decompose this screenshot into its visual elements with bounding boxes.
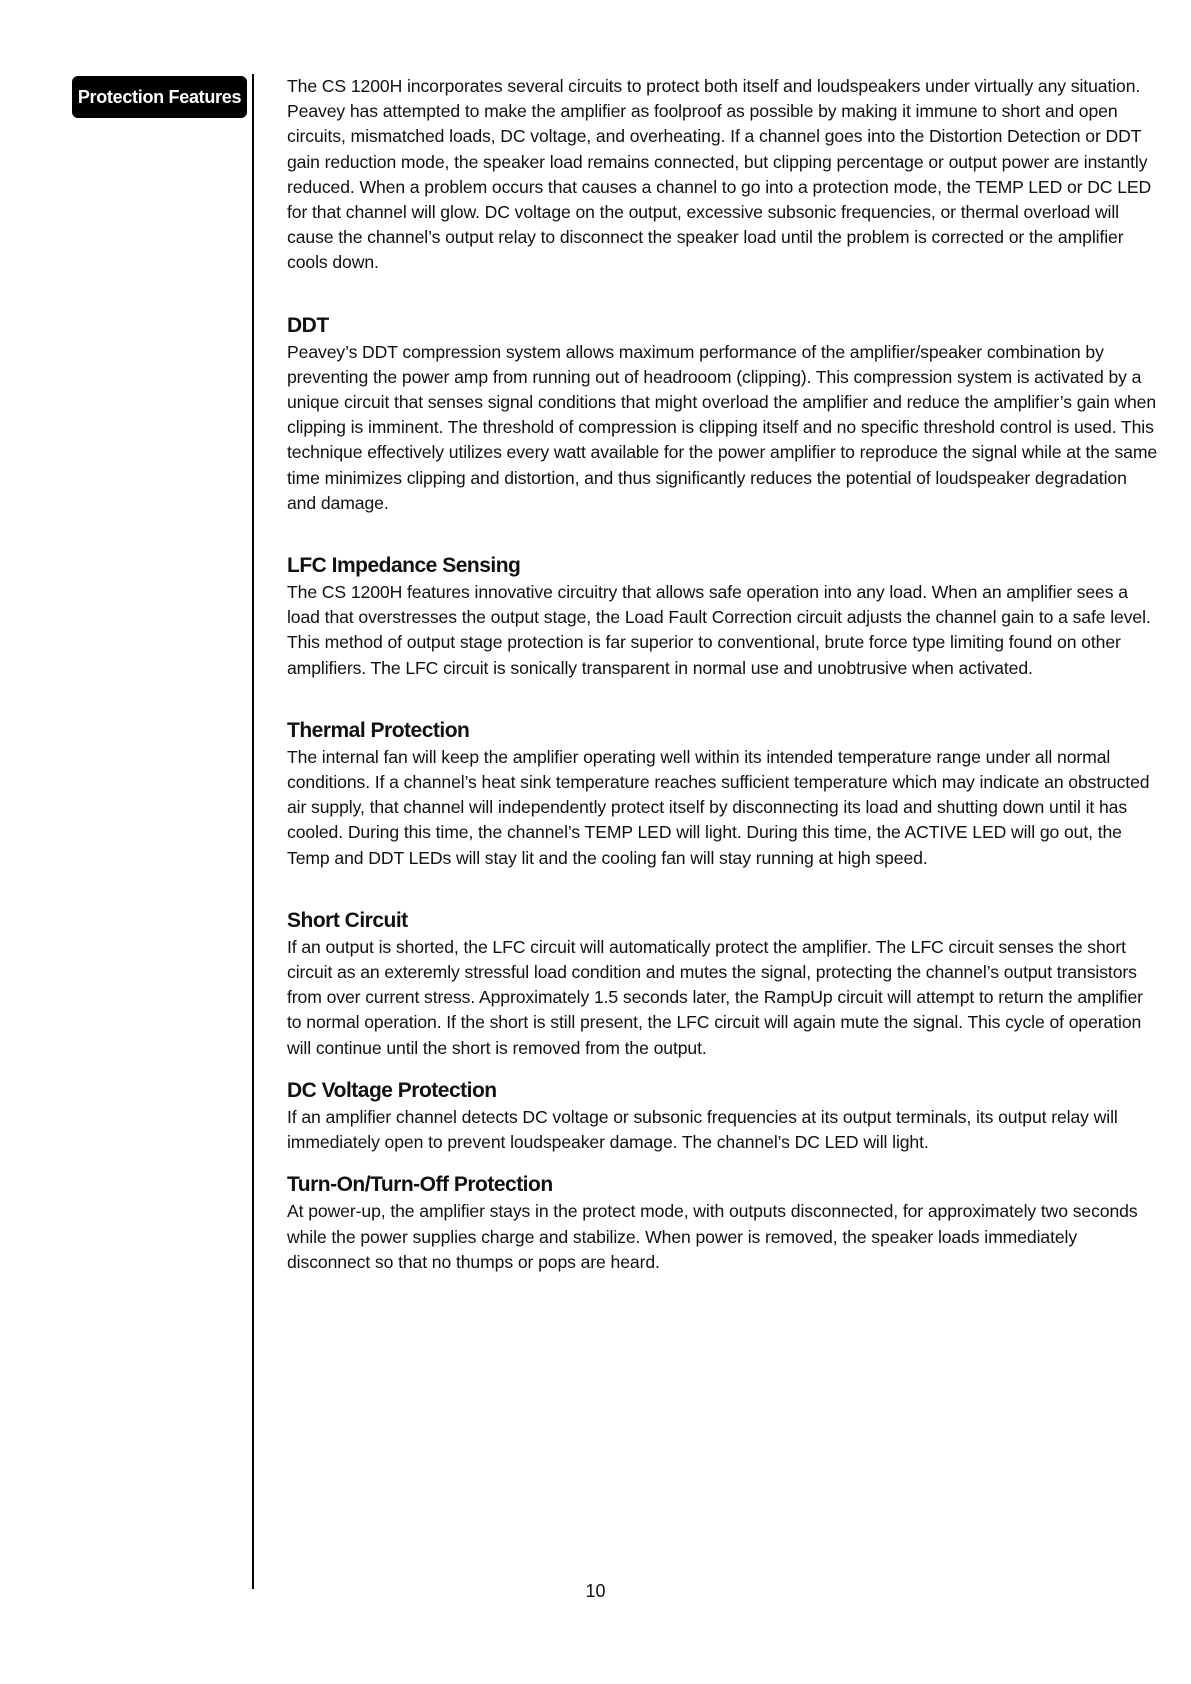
section-heading: LFC Impedance Sensing bbox=[287, 554, 521, 578]
section-heading: Thermal Protection bbox=[287, 718, 470, 742]
section-body: Peavey’s DDT compression system allows maximum performance of the amplifier/speaker combination by preventing the power amp from running out of headrooom (clipping). This compression system is activated by a unique circuit that senses signal conditions that might overload the amplifier and reduce the amplifier’s gain when clipping is imminent. The threshold of compression is clipping itself and no specific threshold control is used. This technique effectively utilizes every watt available for the power amplifier to reproduce the signal while at the same time minimizes clipping and distortion, and thus significantly reduces the potential of loudspeaker degradation and damage. bbox=[287, 341, 1158, 513]
section-body: If an output is shorted, the LFC circuit will automatically protect the amplifier. The LFC circuit senses the short circuit as an exteremly stressful load condition and mutes the signal, protecting the channel’s output transistors from over current stress. Approximately 1.5 seconds later, the RampUp circuit will attempt to return the amplifier to normal operation. If the short is still present, the LFC circuit will again mute the signal. This cycle of operation will continue until the short is removed from the output. bbox=[287, 936, 1143, 1058]
section-body: At power-up, the amplifier stays in the protect mode, with outputs disconnected, for approximately two seconds while the power supplies charge and stabilize. When power is removed, the speaker loads immediately disconnect so that no thumps or pops are heard. bbox=[287, 1201, 1138, 1272]
section-body: If an amplifier channel detects DC voltage or subsonic frequencies at its output terminals, its output relay will immediately open to prevent loudspeaker damage. The channel’s DC LED will light. bbox=[287, 1106, 1118, 1153]
section-heading: Turn-On/Turn-Off Protection bbox=[287, 1173, 553, 1197]
section-heading: Short Circuit bbox=[287, 908, 408, 932]
main-content bbox=[287, 74, 1159, 1291]
section-body: The CS 1200H features innovative circuitry that allows safe operation into any load. When an amplifier sees a load that overstresses the output stage, the Load Fault Correction circuit adjusts the channel gain to a safe level. This method of output stage protection is far superior to conventional, brute force type limiting found on other amplifiers. The LFC circuit is sonically transparent in normal use and unobtrusive when activated. bbox=[287, 582, 1151, 678]
section-thermal-protection bbox=[287, 717, 1159, 871]
intro-paragraph: The CS 1200H incorporates several circuits to protect both itself and loudspeakers under virtually any situation. Peavey has attempted to make the amplifier as foolproof as possible by making it immune to short and open circuits, mismatched loads, DC voltage, and overheating. If a channel goes into the Distortion Detection or DDT gain reduction mode, the speaker load remains connected, but clipping percentage or output power are instantly reduced. When a problem occurs that causes a channel to go into a protection mode, the TEMP LED or DC LED for that channel will glow. DC voltage on the output, excessive subsonic frequencies, or thermal overload will cause the channel’s output relay to disconnect the speaker load until the problem is corrected or the amplifier cools down. bbox=[287, 76, 1152, 273]
section-body: The internal fan will keep the amplifier operating well within its intended temperature range under all normal conditions. If a channel’s heat sink temperature reaches sufficient temperature which may indicate an obstructed air supply, that channel will independently protect itself by disconnecting its load and shutting down until it has cooled. During this time, the channel’s TEMP LED will light. During this time, the ACTIVE LED will go out, the Temp and DDT LEDs will stay lit and the cooling fan will stay running at high speed. bbox=[287, 746, 1150, 868]
section-heading: DC Voltage Protection bbox=[287, 1078, 497, 1102]
section-short-circuit bbox=[287, 907, 1159, 1061]
section-dc-voltage-protection bbox=[287, 1077, 1159, 1155]
section-heading: DDT bbox=[287, 313, 329, 337]
section-turn-on-turn-off-protection bbox=[287, 1171, 1159, 1275]
section-tab-protection-features: Protection Features bbox=[72, 76, 247, 118]
vertical-divider bbox=[252, 74, 254, 1589]
page-number: 10 bbox=[585, 1581, 606, 1601]
section-ddt bbox=[287, 312, 1159, 516]
section-lfc-impedance-sensing bbox=[287, 552, 1159, 681]
